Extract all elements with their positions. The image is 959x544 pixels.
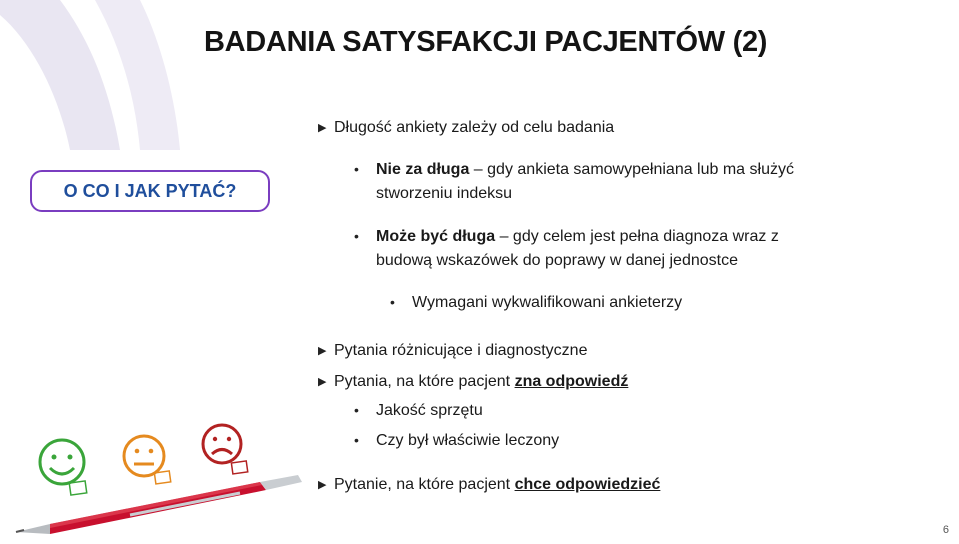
sad-face-icon xyxy=(203,425,241,463)
bullet-icon: • xyxy=(354,161,359,177)
arrow-bullet-icon: ▶ xyxy=(318,122,327,134)
checkbox-icon xyxy=(69,481,87,495)
checkbox-icon xyxy=(231,461,247,474)
bullet-icon: • xyxy=(354,432,359,448)
checkbox-icon xyxy=(154,471,170,484)
list-item: ▶ Pytania różnicujące i diagnostyczne xyxy=(318,342,588,359)
page-title: BADANIA SATYSFAKCJI PACJENTÓW (2) xyxy=(204,26,768,58)
list-item: • Wymagani wykwalifikowani ankieterzy xyxy=(390,294,683,311)
happy-face-icon xyxy=(40,440,84,484)
survey-illustration xyxy=(10,420,310,544)
page-number: 6 xyxy=(942,524,949,536)
list-item: • Może być długa – gdy celem jest pełna diagnoza wraz z xyxy=(354,228,779,245)
list-item-continued: stworzeniu indeksu xyxy=(376,185,513,202)
bullet-icon: • xyxy=(354,402,359,418)
neutral-face-icon xyxy=(124,436,164,476)
list-item: ▶ Pytanie, na które pacjent chce odpowiedzieć xyxy=(318,476,661,493)
arrow-bullet-icon: ▶ xyxy=(318,345,327,357)
list-item: ▶ Pytania, na które pacjent zna odpowiedź xyxy=(318,373,629,390)
list-item: ▶ Długość ankiety zależy od celu badania xyxy=(318,119,615,136)
arrow-bullet-icon: ▶ xyxy=(318,376,327,388)
list-item-continued: budową wskazówek do poprawy w danej jednostce xyxy=(376,252,738,269)
list-item: • Nie za długa – gdy ankieta samowypełniana lub ma służyć xyxy=(354,161,794,178)
bullet-icon: • xyxy=(354,228,359,244)
arrow-bullet-icon: ▶ xyxy=(318,479,327,491)
bullet-icon: • xyxy=(390,294,395,310)
list-item: • Czy był właściwie leczony xyxy=(354,432,560,449)
list-item: • Jakość sprzętu xyxy=(354,402,483,419)
side-label: O CO I JAK PYTAĆ? xyxy=(63,180,237,201)
